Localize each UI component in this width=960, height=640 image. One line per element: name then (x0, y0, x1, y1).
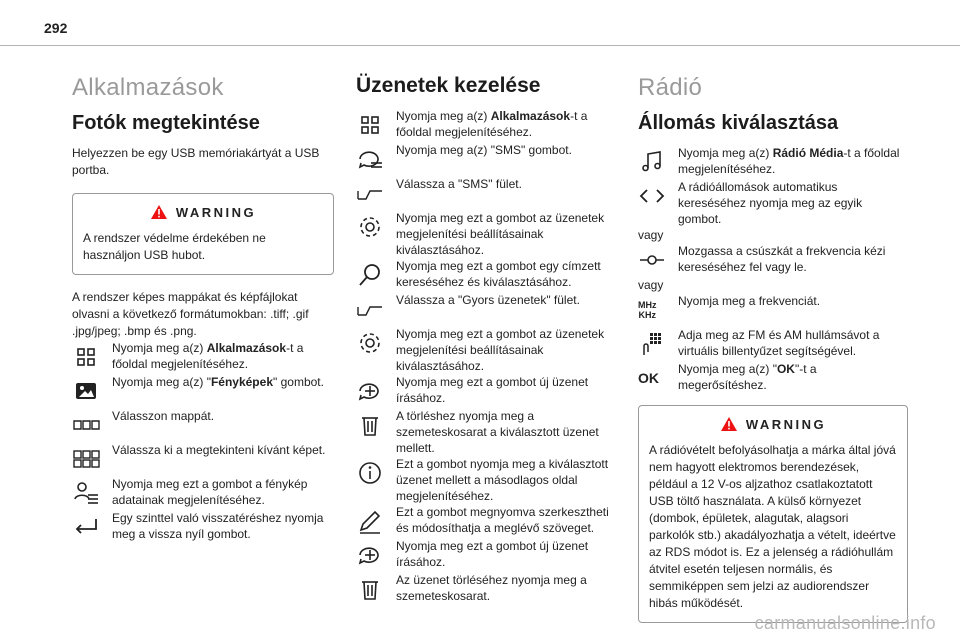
or-text: vagy (638, 228, 664, 242)
step-item: Nyomja meg a(z) "Fényképek" gombot. (72, 374, 334, 408)
header-divider (0, 45, 960, 46)
section-title-applications: Alkalmazások (72, 74, 224, 101)
warning-title: WARNING (175, 205, 257, 220)
step-item: Nyomja meg a(z) Rádió Média-t a főoldal megjelenítéséhez. (638, 145, 908, 179)
step-item: Nyomja meg ezt a gombot az üzenetek megjelenítési beállításainak kiválasztásához. (356, 210, 610, 258)
keypad-icon (638, 327, 672, 361)
watermark: carmanualsonline.info (754, 613, 936, 633)
column-radio (638, 60, 908, 637)
ok-icon: OK (638, 370, 659, 386)
image-grid-icon (72, 442, 106, 476)
heading-photos: Fotók megtekintése (72, 112, 260, 134)
tab-icon (356, 176, 390, 210)
step-item: Válassza a "SMS" fület. (356, 176, 610, 210)
step-item: A rádióállomások automatikus kereséséhez nyomja meg az egyik gombot. (638, 179, 908, 227)
warning-header (649, 416, 897, 432)
step-item: Nyomja meg ezt a gombot új üzenet írásához. (356, 374, 610, 408)
step-item: Mozgassa a csúszkát a frekvencia kézi kereséséhez fel vagy le. (638, 243, 908, 277)
warning-header (83, 204, 323, 220)
trash-icon (356, 408, 390, 442)
search-icon (356, 258, 390, 292)
warning-icon (720, 416, 738, 432)
step-item: Válassza ki a megtekinteni kívánt képet. (72, 442, 334, 476)
settings-icon (356, 326, 390, 360)
heading-messages: Üzenetek kezelése (356, 74, 541, 97)
section-title-radio: Rádió (638, 74, 703, 101)
back-arrow-icon (72, 510, 106, 544)
new-message-icon (356, 538, 390, 572)
step-item: OK Nyomja meg a(z) "OK"-t a megerősítéshez. (638, 361, 908, 395)
warning-box (72, 193, 334, 275)
column-messages (356, 60, 610, 606)
step-item: Nyomja meg a(z) Alkalmazások-t a főoldal megjelenítéséhez. (72, 340, 334, 374)
apps-grid-icon (356, 108, 390, 142)
warning-icon (150, 204, 168, 220)
folder-view-icon (72, 408, 106, 442)
edit-pencil-icon (356, 504, 390, 538)
step-item: Az üzenet törléséhez nyomja meg a szemeteskosarat. (356, 572, 610, 606)
warning-text: A rádióvételt befolyásolhatja a márka által jóvá nem hagyott elektromos berendezések, például a 12 V-os aljzathoz csatlakoztatott USB töltő használata. A külső környezet (dombok, épületek, alagutak, alagsori parkolók stb.) akadályozhatja a vételt, ideértve az RDS módot is. Ez a jelenség a rádióhullám átvitel esetén teljesen normális, és semmiképpen sem jelzi az audiorendszer hibás működését. (649, 443, 896, 610)
step-item: Ezt a gombot nyomja meg a kiválasztott üzenet mellett a másodlagos oldal megjelenítéséhez. (356, 456, 610, 504)
frequency-slider-icon (638, 243, 672, 277)
step-item: Adja meg az FM és AM hullámsávot a virtuális billentyűzet segítségével. (638, 327, 908, 361)
step-item: Nyomja meg a(z) "SMS" gombot. (356, 142, 610, 176)
step-item: Egy szinttel való visszatéréshez nyomja meg a vissza nyíl gombot. (72, 510, 334, 544)
sms-icon (356, 142, 390, 176)
new-message-icon (356, 374, 390, 408)
step-item: A törléshez nyomja meg a szemeteskosarat a kiválasztott üzenet mellett. (356, 408, 610, 456)
step-item: Nyomja meg ezt a gombot egy címzett kereséséhez és kiválasztásához. (356, 258, 610, 292)
music-note-icon (638, 145, 672, 179)
step-item: Nyomja meg ezt a gombot a fénykép adatainak megjelenítéséhez. (72, 476, 334, 510)
page-number: 292 (44, 20, 68, 36)
settings-icon (356, 210, 390, 244)
info-icon (356, 456, 390, 490)
warning-title: WARNING (745, 417, 827, 432)
formats-text: A rendszer képes mappákat és képfájlokat olvasni a következő formátumokban: .tiff; .gif .jpg/jpeg; .bmp és .png. (72, 290, 309, 338)
photos-icon (72, 374, 106, 408)
apps-grid-icon (72, 340, 106, 374)
column-applications (72, 60, 334, 544)
prev-next-icon (638, 179, 672, 213)
step-item: Ezt a gombot megnyomva szerkesztheti és módosíthatja a meglévő szöveget. (356, 504, 610, 538)
frequency-unit-icon: MHz KHz (638, 300, 657, 320)
step-item: Válasszon mappát. (72, 408, 334, 442)
tab-icon (356, 292, 390, 326)
intro-text: Helyezzen be egy USB memóriakártyát a USB portba. (72, 146, 320, 177)
warning-box (638, 405, 908, 623)
step-item: Válassza a "Gyors üzenetek" fület. (356, 292, 610, 326)
heading-station-select: Állomás kiválasztása (638, 112, 839, 134)
step-item: Nyomja meg a(z) Alkalmazások-t a főoldal megjelenítéséhez. (356, 108, 610, 142)
or-text: vagy (638, 278, 664, 292)
step-item: MHz KHz Nyomja meg a frekvenciát. (638, 293, 908, 327)
step-item: Nyomja meg ezt a gombot új üzenet írásához. (356, 538, 610, 572)
info-list-icon (72, 476, 106, 510)
step-item: Nyomja meg ezt a gombot az üzenetek megjelenítési beállításainak kiválasztásához. (356, 326, 610, 374)
warning-text: A rendszer védelme érdekében ne használjon USB hubot. (83, 231, 266, 262)
trash-icon (356, 572, 390, 606)
